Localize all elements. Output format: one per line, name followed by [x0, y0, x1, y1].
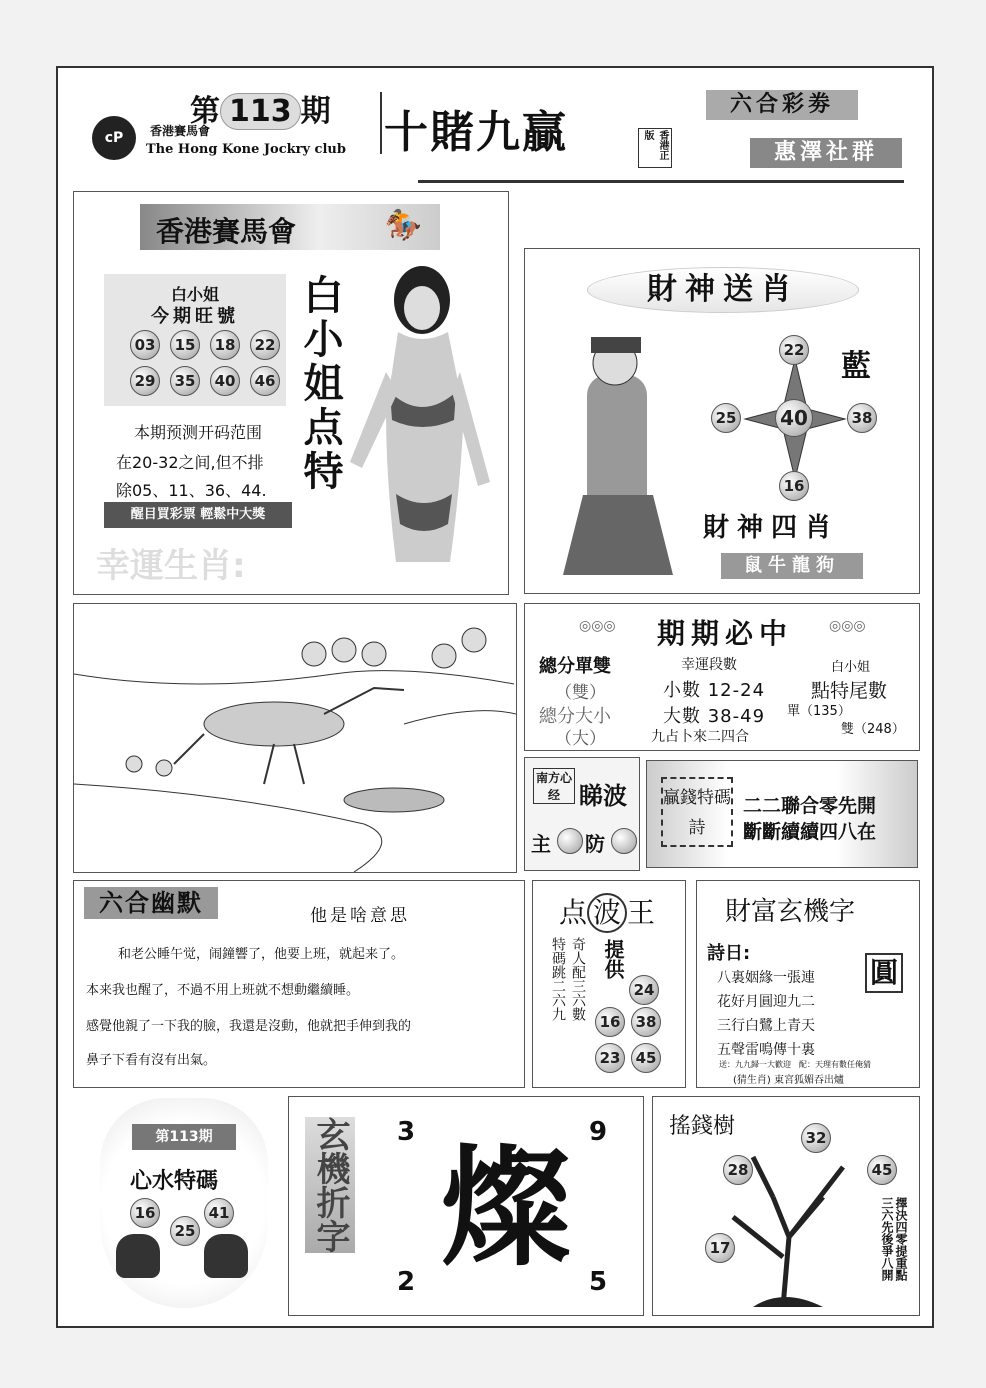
poem-panel [646, 760, 918, 868]
boxing-glove-left-icon [116, 1234, 160, 1278]
xinshui-ball: 41 [204, 1198, 234, 1228]
issue-prefix: 第 [190, 94, 220, 129]
dianbo-ball: 23 [595, 1043, 625, 1073]
slogan-title: 十賭九贏 [384, 107, 568, 158]
miss-bai-card [104, 274, 286, 406]
issue-suffix: 期 [300, 94, 331, 129]
tree-title: 搖錢樹 [669, 1114, 736, 1139]
xuanji-n-bl: 2 [397, 1267, 416, 1297]
tree-ball: 45 [867, 1155, 897, 1185]
caishen-center-number: 40 [775, 399, 813, 437]
miss-bai-vertical-title: 白小姐点特 [297, 274, 344, 494]
caishen-right-number: 38 [847, 403, 877, 433]
card-title-1: 白小姐 [170, 285, 219, 304]
slogan-1: 醒目買彩票 [130, 507, 196, 522]
nanfang-main: 主 [531, 832, 551, 856]
header-divider [380, 92, 382, 154]
bird-landscape-illustration [74, 604, 516, 872]
qiqi-title: 期期必中 [657, 617, 794, 650]
dianbo-ball: 45 [631, 1043, 661, 1073]
prediction-line-1: 本期预测开码范围 [134, 423, 263, 442]
caishen-top-number: 22 [779, 335, 809, 365]
qiqi-panel [524, 603, 920, 751]
nanfang-guard-ball [611, 828, 637, 854]
nanfang-main-ball [557, 828, 583, 854]
nanfang-title: 睇波 [579, 782, 627, 810]
miss-bai-banner [140, 204, 440, 250]
issue-number: 113 [220, 93, 301, 130]
qiqi-r4-mid: 九占卜來二四合 [651, 729, 749, 745]
caifu-title: 財富玄機字 [725, 897, 856, 927]
humor-line-3: 感覺他親了一下我的臉，我還是沒動，他就把手伸到我的 [86, 1019, 412, 1034]
qiqi-r4-right: 雙（248） [841, 722, 905, 737]
dianbo-ball: 38 [631, 1007, 661, 1037]
dianbo-ball: 16 [595, 1007, 625, 1037]
dianbo-title-b: 波 [587, 893, 627, 933]
disc-right-icon: ◎◎◎ [829, 618, 866, 634]
nanfang-badge: 南方心经 [533, 768, 575, 804]
caishen-title-banner [587, 267, 859, 313]
number-ball: 18 [210, 330, 240, 360]
caishen-panel [524, 248, 920, 594]
poem-label: 贏錢特碼詩 [661, 777, 733, 847]
number-ball: 22 [250, 330, 280, 360]
slogan-2: 輕鬆中大獎 [200, 507, 266, 522]
xuanji-panel [288, 1096, 644, 1316]
dianbo-panel [532, 880, 686, 1088]
qiqi-r3-mid: 大數 38-49 [663, 706, 766, 727]
qiqi-r1-right: 白小姐 [831, 660, 871, 675]
xuanji-big-char: 燦 [441, 1132, 572, 1284]
tree-vertical-1: 擇決四零提重點 [894, 1197, 908, 1281]
qiqi-r3-right: 單（135） [787, 704, 851, 719]
qiqi-r2-label: （雙） [555, 683, 606, 703]
qiqi-r2-mid: 小數 12-24 [663, 680, 766, 701]
caifu-char-box: 圓 [865, 953, 903, 993]
caifu-line-1: 八裏姻緣一張連 [717, 970, 815, 986]
xinshui-tag: 第113期 [132, 1124, 236, 1150]
qiqi-r3-label: 總分大小 [539, 706, 611, 727]
poem-line-1: 二二聯合零先開 [743, 795, 877, 817]
number-ball: 29 [130, 366, 160, 396]
number-ball: 40 [210, 366, 240, 396]
dianbo-title-c: 王 [627, 896, 656, 929]
boxing-glove-right-icon [204, 1234, 248, 1278]
poem-line-2: 斷斷續續四八在 [743, 821, 877, 843]
caishen-left-number: 25 [711, 403, 741, 433]
nanfang-guard: 防 [585, 832, 605, 856]
caifu-poem-label: 詩日: [707, 943, 751, 964]
prediction-line-3: 除05、11、36、44. [116, 481, 267, 500]
model-photo-illustration [340, 262, 506, 578]
qiqi-r2-right: 點特尾數 [811, 680, 888, 702]
number-ball: 15 [170, 330, 200, 360]
caifu-note-1: 送：九九歸一大歡迎 配：天理有數任俺猜 [719, 1060, 871, 1069]
humor-line-1: 和老公睡午觉，闹鐘響了，他要上班，就起来了。 [118, 947, 405, 962]
xuanji-n-br: 5 [589, 1267, 608, 1297]
money-tree-panel [652, 1096, 920, 1316]
money-tree-illustration [693, 1137, 873, 1307]
qiqi-r4-label: （大） [555, 729, 606, 749]
number-ball: 03 [130, 330, 160, 360]
prediction-line-2: 在20-32之间,但不排 [116, 453, 264, 472]
slogan-underline [418, 180, 904, 183]
tree-vertical-2: 三六先後爭八開 [880, 1197, 894, 1281]
caifu-line-4: 五聲雷鳴傳十裏 [717, 1042, 815, 1058]
faded-lucky-zodiac: 幸運生肖: [96, 546, 246, 586]
caishen-bottom-number: 16 [779, 471, 809, 501]
humor-subtitle: 他是啥意思 [310, 906, 410, 926]
xuanji-n-tl: 3 [397, 1117, 416, 1147]
caishen-subtitle: 財神四肖 [703, 513, 840, 543]
dianbo-title [559, 891, 655, 933]
nanfang-panel [524, 757, 640, 871]
dianbo-col-1: 特碼跳二六九 [550, 937, 566, 1021]
humor-line-2: 本来我也醒了，不過不用上班就不想動繼續睡。 [86, 983, 360, 998]
caifu-line-3: 三行白鷺上青天 [717, 1018, 815, 1034]
dianbo-provide: 提供 [601, 939, 625, 979]
xinshui-panel [100, 1098, 268, 1308]
horse-racing-icon: 🏇 [384, 208, 422, 243]
dianbo-col-3 [547, 1041, 548, 1043]
tree-ball: 17 [705, 1233, 735, 1263]
humor-title: 六合幽默 [84, 887, 218, 919]
group-tag: 惠澤社群 [750, 138, 902, 168]
xinshui-ball: 25 [170, 1216, 200, 1246]
dianbo-ball: 24 [629, 975, 659, 1005]
caifu-line-2: 花好月圓迎九二 [717, 994, 815, 1010]
qiqi-r1-label: 總分單雙 [539, 656, 611, 677]
dianbo-title-a: 点 [559, 896, 588, 929]
caishen-title: 財神送肖 [647, 272, 799, 307]
slogan-box [104, 502, 292, 528]
caishen-zodiacs: 鼠牛龍狗 [721, 553, 863, 579]
qiqi-r1-mid: 幸運段數 [681, 657, 737, 673]
disc-left-icon: ◎◎◎ [579, 618, 616, 634]
xinshui-title: 心水特碼 [130, 1168, 219, 1194]
number-ball: 46 [250, 366, 280, 396]
tree-ball: 32 [801, 1123, 831, 1153]
issue-heading [190, 86, 331, 129]
tree-ball: 28 [723, 1155, 753, 1185]
dianbo-col-2: 奇人配三六數 [570, 937, 586, 1021]
humor-line-4: 鼻子下看有沒有出氣。 [86, 1053, 217, 1068]
lottery-tag: 六合彩劵 [706, 90, 858, 120]
caishen-color-char: 藍 [841, 349, 871, 384]
bird-landscape-panel [73, 603, 517, 873]
xuanji-n-tr: 9 [589, 1117, 608, 1147]
edition-badge: 香港正版 [638, 128, 672, 168]
card-title-2: 今期旺號 [151, 306, 239, 327]
club-name-cn: 香港賽馬會 [150, 124, 211, 138]
god-of-wealth-illustration [543, 335, 693, 585]
caifu-note-2: (猜生肖) 東宮狐媚吞出爐 [733, 1075, 844, 1086]
xuanji-title: 玄機折字 [305, 1117, 355, 1253]
number-ball: 35 [170, 366, 200, 396]
club-name-en: The Hong Kone Jockry club [146, 142, 346, 157]
jockey-logo-icon: cP [92, 116, 136, 160]
humor-panel [73, 880, 525, 1088]
xinshui-ball: 16 [130, 1198, 160, 1228]
miss-bai-panel [73, 191, 509, 595]
miss-bai-banner-text: 香港賽馬會 [156, 215, 297, 248]
caifu-panel [696, 880, 920, 1088]
